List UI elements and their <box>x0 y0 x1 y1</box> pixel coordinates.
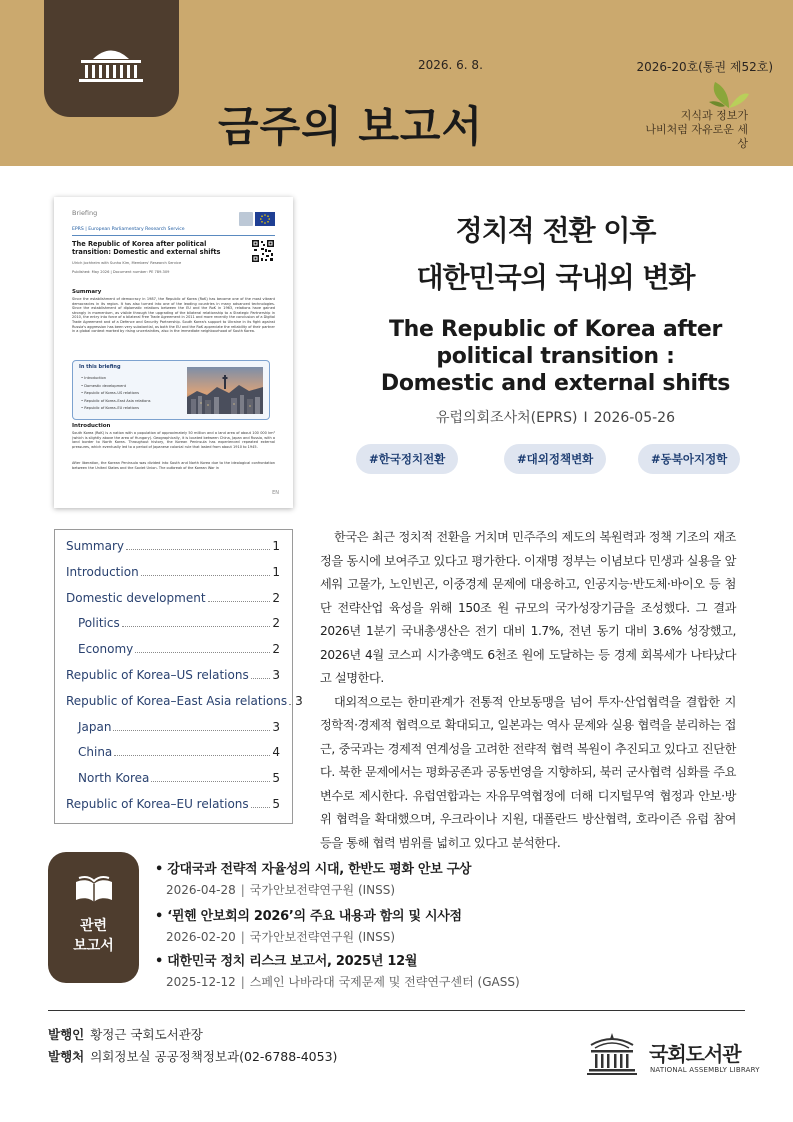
toc-page-number: 1 <box>272 564 280 579</box>
table-of-contents <box>54 529 303 824</box>
toc-leader <box>114 755 270 756</box>
related-report-item[interactable] <box>155 858 715 898</box>
slogan-line2: 나비처럼 자유로운 세상 <box>645 123 748 150</box>
thumb-box-item: • Republic of Korea–East Asia relations <box>81 398 151 406</box>
thumb-summary-text: Since the establishment of democracy in 1987, the Republic of Korea (RoK) has become one of the most vibrant democracies in its region. It has also turned into one of the leading countries in many advanced technologies. Since the establishment of diplomatic relations between the EU and the RoK in 1963, relations have gained strongly in momentum, as visible through the upgrading of the bilateral relationship to a Strategic Partnership in 2010, the entry into force of a bilateral Free Trade Agreement in 2011 and more recently the conclusion of a Digital Trade Agreement and of a Defence and Security Partnership. South Korea's support to Ukraine in its fight against Russia's aggression has been very substantial, as both the EU and the RoK appreciate the reliability of their partner in a global context marked by rising uncertainties, also in the immediate neighbourhood of South Korea. <box>72 297 275 334</box>
eu-flag-icon <box>239 210 275 230</box>
meta-separator: | <box>240 930 245 944</box>
seoul-skyline-photo <box>187 367 263 414</box>
source-date: 2026-05-26 <box>593 410 675 426</box>
meta-separator: | <box>240 975 245 989</box>
toc-leader <box>251 678 271 679</box>
thumb-summary-heading: Summary <box>72 289 102 295</box>
footer-divider <box>48 1010 745 1011</box>
source-separator: I <box>583 410 588 426</box>
thumb-language-label: EN <box>272 490 279 496</box>
toc-page-number: 2 <box>272 616 280 631</box>
thumb-intro-heading: Introduction <box>72 423 111 429</box>
thumb-box-item: • Republic of Korea–US relations <box>81 390 151 398</box>
source-organization: 유럽의회조사처(EPRS) <box>435 410 578 426</box>
toc-label: China <box>78 745 113 760</box>
toc-page-number: 5 <box>272 771 280 786</box>
library-name-korean: 국회도서관 <box>649 1042 741 1066</box>
toc-item[interactable] <box>66 642 280 668</box>
thumb-intro-text: South Korea (RoK) is a nation with a population of approximately 50 million and a land area of about 100 000 km² (which is slightly above the area of Hungary). Geographically, it is located between China, Japan and Russia, with a land border to North Korea. Throughout history, the Korean Peninsula has experienced repeated external pressures, which eventually led to a period of Japanese colonial rule that lasted from about 1910 to 1945. <box>72 431 275 449</box>
thumb-box-list <box>81 375 151 413</box>
thumb-box-item: • Domestic development <box>81 383 151 391</box>
thumb-box-item: • Republic of Korea–EU relations <box>81 405 151 413</box>
hashtag[interactable]: #동북아지정학 <box>638 444 740 474</box>
issue-number: 2026-20호(통권 제52호) <box>636 60 773 74</box>
assembly-building-icon <box>73 44 149 86</box>
toc-label: Politics <box>78 616 120 631</box>
toc-label: Japan <box>78 719 112 734</box>
thumb-briefing-label: Briefing <box>72 209 98 217</box>
logo-tab <box>44 0 179 117</box>
toc-item[interactable] <box>66 745 280 771</box>
thumb-in-this-briefing <box>72 360 270 420</box>
related-label-line2: 보고서 <box>73 938 114 954</box>
toc-leader <box>126 549 270 550</box>
english-title-line1: The Republic of Korea after <box>388 317 723 342</box>
article-paragraph: 한국은 최근 정치적 전환을 거치며 민주주의 제도의 복원력과 정책 기조의 재조정을 동시에 보여주고 있다고 평가한다. 이재명 정부는 이념보다 민생과 실용을 앞세워 고물가, 노인빈곤, 이중경제 문제에 대응하고, 인공지능·반도체·바이오 등 첨단 전략산업 육성을 위해 150조 원 규모의 국가성장기금을 조성했다. 그 결과 2026년 1분기 국내총생산은 전기 대비 1.7%, 전년 동기 대비 3.6% 성장했고, 2026년 4월 코스피 시가총액도 6천조 원에 도달하는 등 경제 회복세가 나타났다고 설명한다. <box>320 530 736 685</box>
issuer-line <box>48 1047 337 1065</box>
related-report-org: 국가안보전략연구원 (INSS) <box>249 930 396 944</box>
english-title-line3: Domestic and external shifts <box>380 371 731 396</box>
article-body <box>320 526 736 855</box>
toc-page-number: 3 <box>272 667 280 682</box>
publisher-value: 황정근 국회도서관장 <box>90 1027 203 1042</box>
thumb-box-item: • Introduction <box>81 375 151 383</box>
thumb-box-heading: In this briefing <box>79 364 121 370</box>
related-label-line1: 관련 <box>79 918 108 934</box>
thumb-divider <box>72 235 275 236</box>
slogan <box>638 109 748 151</box>
related-report-org: 스페인 나바라대 국제문제 및 전략연구센터 (GASS) <box>249 975 520 989</box>
toc-item[interactable] <box>66 771 280 797</box>
toc-label: Republic of Korea–US relations <box>66 667 249 682</box>
related-reports-label <box>48 916 139 956</box>
related-report-meta <box>155 928 715 945</box>
toc-page-number: 2 <box>272 590 280 605</box>
toc-leader <box>141 575 271 576</box>
related-report-date: 2026-04-28 <box>166 883 236 897</box>
toc-label: Economy <box>78 642 134 657</box>
toc-item[interactable] <box>66 693 303 720</box>
toc-label: North Korea <box>78 771 150 786</box>
related-report-meta <box>155 973 715 990</box>
hashtag[interactable]: #대외정책변화 <box>504 444 606 474</box>
toc-page-number: 3 <box>295 693 303 708</box>
related-report-item[interactable] <box>155 905 715 945</box>
header-band <box>0 0 793 166</box>
related-report-date: 2026-02-20 <box>166 930 236 944</box>
thumb-authors: Ulrich Jochheim with Sunho Kim, Members' Research Service <box>72 261 182 265</box>
toc-item[interactable] <box>66 565 280 591</box>
toc-label: Domestic development <box>66 590 206 605</box>
qr-code-icon <box>251 239 275 263</box>
butterfly-leaf-icon <box>707 78 751 110</box>
toc-page-number: 2 <box>272 642 280 657</box>
toc-label: Summary <box>66 539 124 553</box>
source-line <box>318 407 793 427</box>
publisher-label: 발행인 <box>48 1027 85 1042</box>
toc-page-number: 5 <box>272 796 280 811</box>
related-report-item[interactable] <box>155 950 715 990</box>
related-report-date: 2025-12-12 <box>166 975 236 989</box>
hashtag-list <box>356 444 756 474</box>
toc-leader <box>122 626 271 627</box>
english-title <box>318 316 793 397</box>
toc-label: Republic of Korea–East Asia relations <box>66 693 288 708</box>
english-title-line2: political transition : <box>436 344 675 369</box>
toc-item[interactable] <box>66 797 280 823</box>
related-report-meta <box>155 881 715 898</box>
thumb-title: The Republic of Korea after political transition: Domestic and external shifts <box>72 240 221 256</box>
related-report-title[interactable]: • 대한민국 정치 리스크 보고서, 2025년 12월 <box>155 950 715 969</box>
korean-title-line1: 정치적 전환 이후 <box>455 214 656 247</box>
toc-label: Republic of Korea–EU relations <box>66 796 249 811</box>
toc-item[interactable] <box>66 616 280 642</box>
korean-title <box>318 207 793 301</box>
toc-leader <box>151 781 270 782</box>
toc-page-number: 1 <box>272 539 280 553</box>
toc-item[interactable] <box>66 539 280 565</box>
issuer-label: 발행처 <box>48 1049 85 1064</box>
korean-title-line2: 대한민국의 국내외 변화 <box>416 261 695 294</box>
hashtag[interactable]: #한국정치전환 <box>356 444 458 474</box>
library-name-english: NATIONAL ASSEMBLY LIBRARY <box>650 1066 760 1074</box>
toc-leader <box>251 807 271 808</box>
thumb-intro-text-2: After liberation, the Korean Peninsula was divided into South and North Korea due to the ideological confrontation between the United States and the Soviet Union. The outbreak of the Korean War in <box>72 461 275 470</box>
related-report-title[interactable]: • ‘뮌헨 안보회의 2026’의 주요 내용과 함의 및 시사점 <box>155 905 715 924</box>
toc-item[interactable] <box>66 668 280 694</box>
thumb-published: Published: May 2026 | Document number: PE 789.309 <box>72 270 170 274</box>
publisher-line <box>48 1025 203 1043</box>
book-icon <box>73 874 115 906</box>
toc-leader <box>113 730 270 731</box>
toc-leader <box>289 704 293 705</box>
national-assembly-library-logo <box>587 1031 637 1077</box>
toc-page-number: 4 <box>272 745 280 760</box>
thumb-eprs-label: EPRS | European Parliamentary Research Service <box>72 227 185 232</box>
related-report-title[interactable]: • 강대국과 전략적 자율성의 시대, 한반도 평화 안보 구상 <box>155 858 715 877</box>
article-paragraph: 대외적으로는 한미관계가 전통적 안보동맹을 넘어 투자·산업협력을 결합한 지정학적·경제적 협력으로 확대되고, 일본과는 역사 문제와 실용 협력을 분리하는 접근, 중국과는 경제적 연계성을 고려한 전략적 협력 복원이 추진되고 있다고 진단한다. 북한 문제에서는 평화공존과 공동번영을 지향하되, 북러 군사협력 심화를 주요 변수로 제시한다. 유럽연합과는 자유무역협정에 더해 디지털무역 협정과 안보·방위 협력을 확대했으며, 우크라이나 지원, 대폴란드 방산협력, 호라이즌 유럽 참여 등을 통해 협력 범위를 넓히고 있다고 분석한다. <box>320 694 736 850</box>
meta-separator: | <box>240 883 245 897</box>
toc-item[interactable] <box>66 591 280 617</box>
toc-leader <box>135 652 270 653</box>
newsletter-title: 금주의 보고서 <box>218 102 484 151</box>
issuer-value: 의회정보실 공공정책정보과(02-6788-4053) <box>90 1049 338 1064</box>
related-report-org: 국가안보전략연구원 (INSS) <box>249 883 396 897</box>
report-thumbnail[interactable] <box>54 197 293 508</box>
publication-date: 2026. 6. 8. <box>418 58 483 72</box>
toc-item[interactable] <box>66 720 280 746</box>
toc-label: Introduction <box>66 564 139 579</box>
toc-page-number: 3 <box>272 719 280 734</box>
slogan-line1: 지식과 정보가 <box>680 109 748 122</box>
toc-leader <box>208 601 271 602</box>
related-reports-badge <box>48 852 139 983</box>
